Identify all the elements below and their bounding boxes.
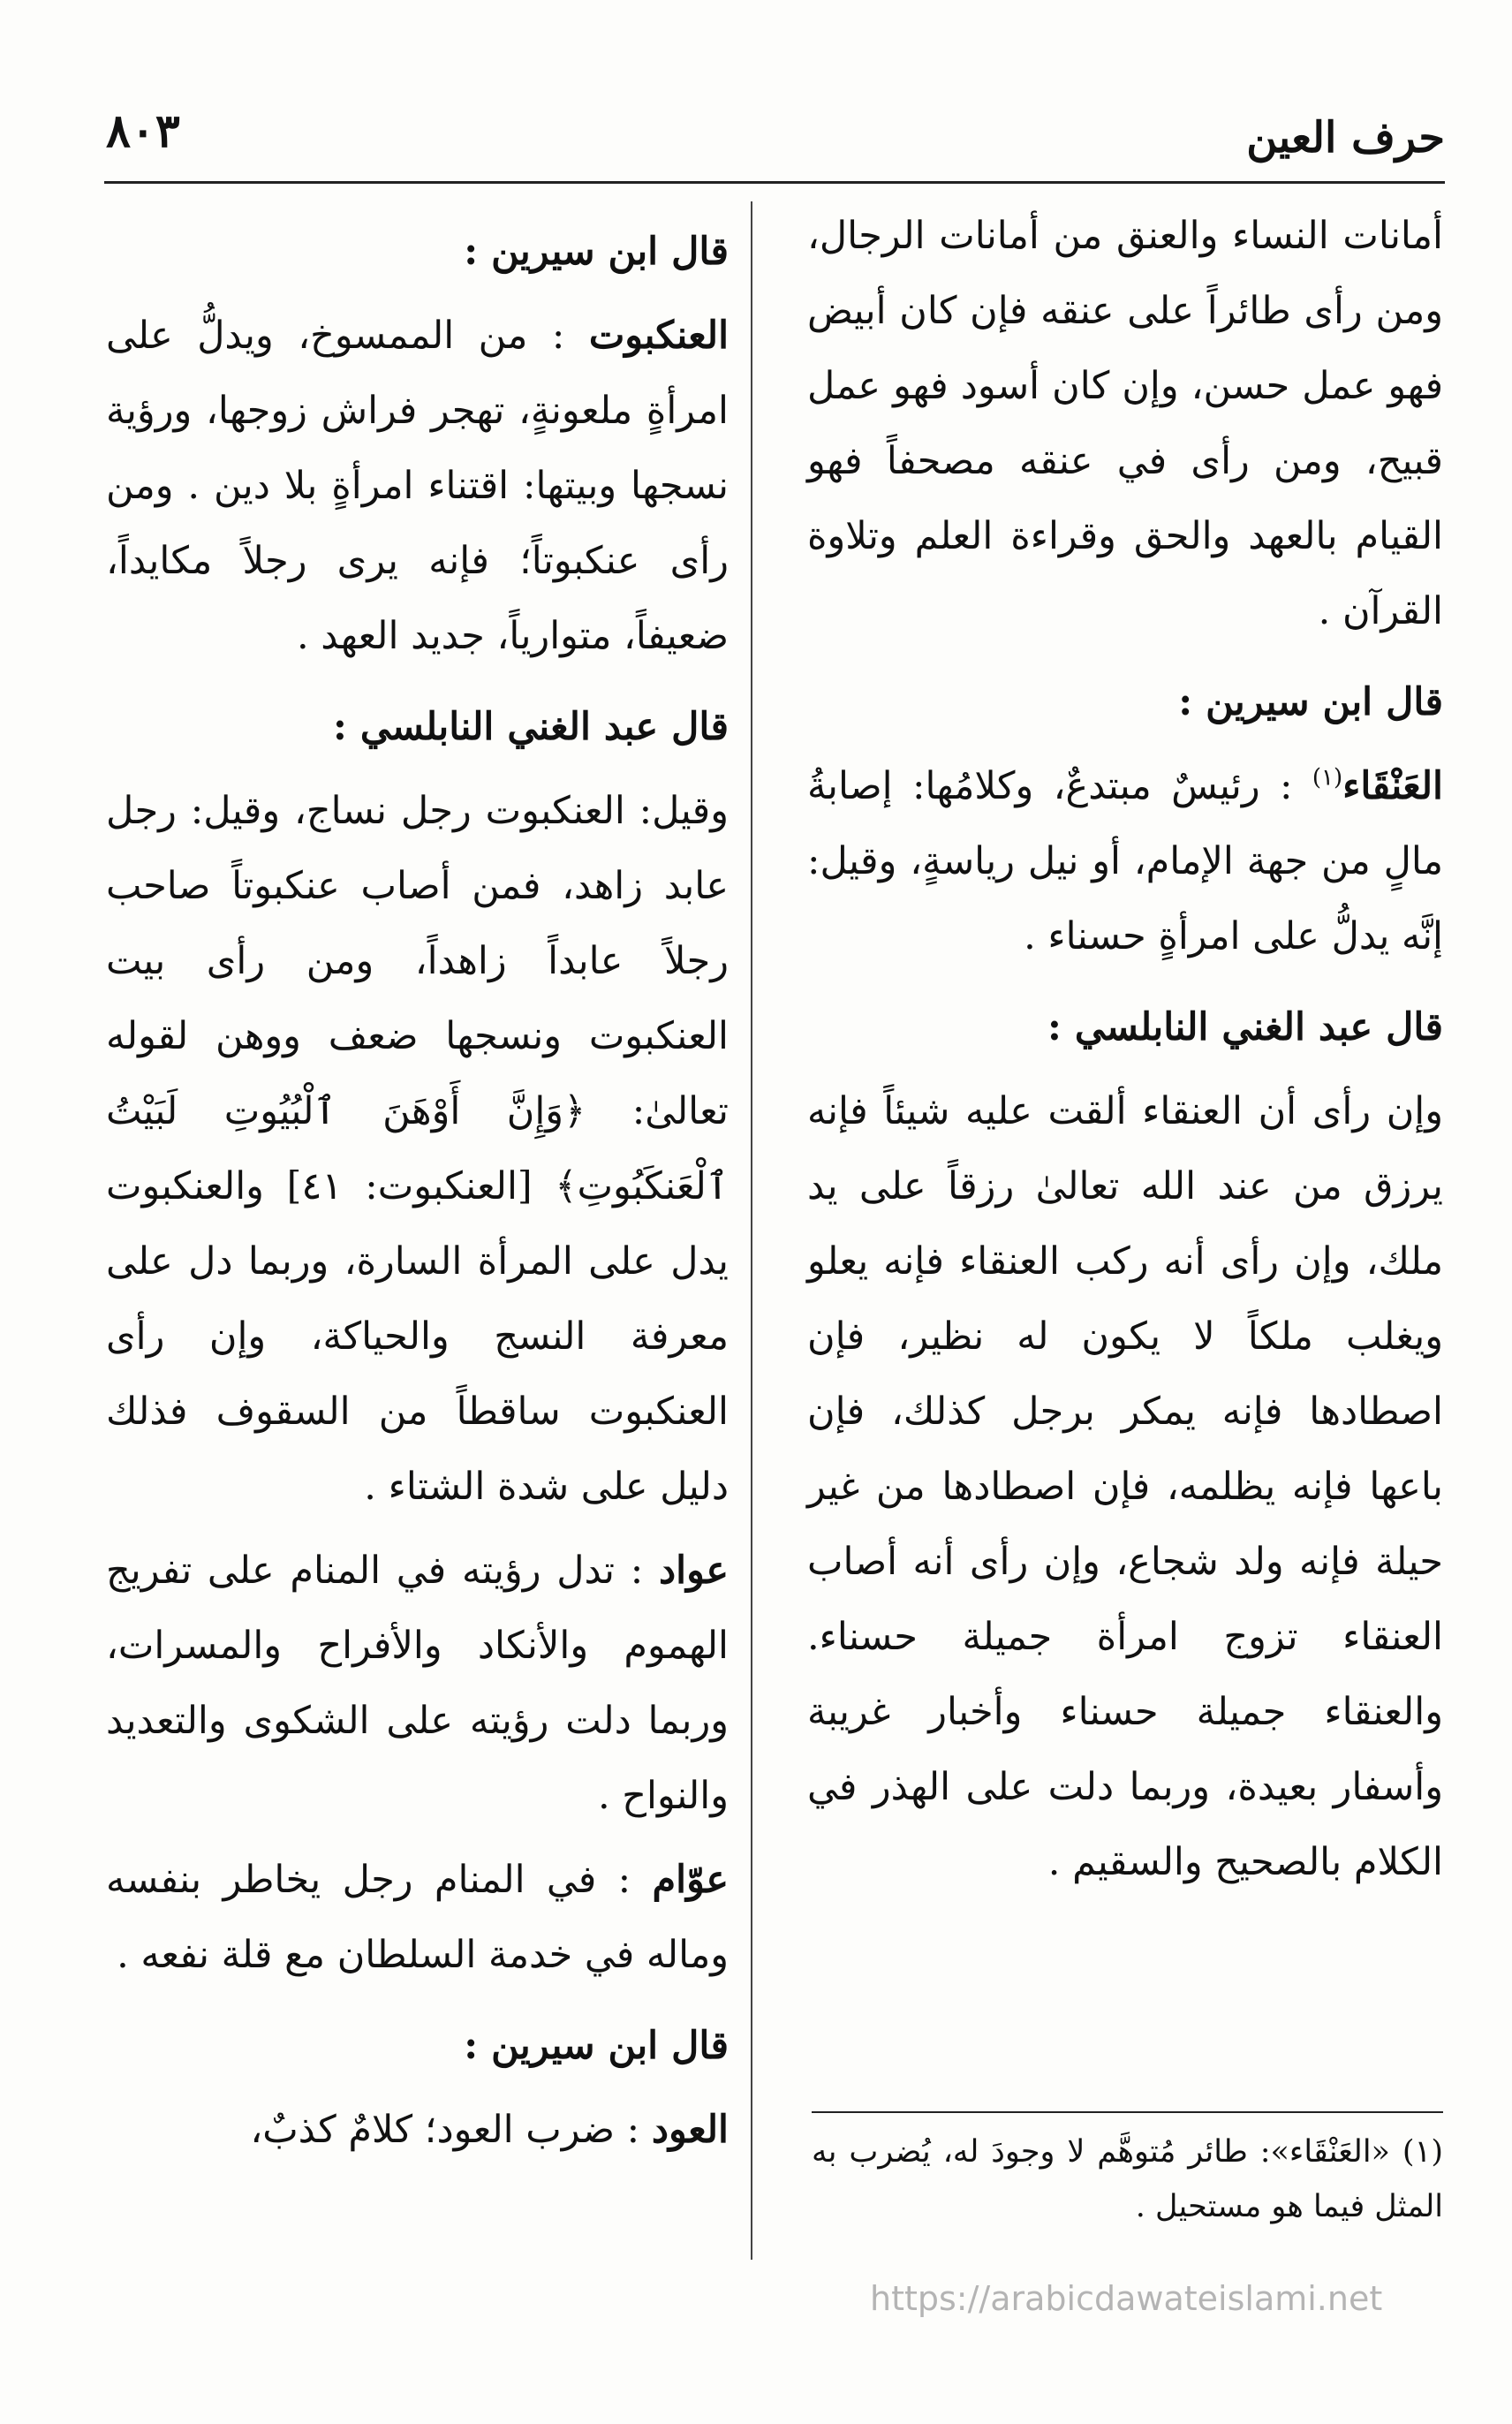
entry-anqa [807, 749, 1443, 974]
entry-oud [106, 2093, 729, 2168]
watermark-url: https://arabicdawateislami.net [870, 2279, 1383, 2318]
footnote-rule [812, 2111, 1443, 2113]
entry-ankabut [106, 299, 729, 674]
entry-term-awwad: عواد [659, 1549, 729, 1593]
column-divider [751, 201, 752, 2260]
left-heading-ibn-sirin: قال ابن سيرين : [464, 230, 729, 274]
entry-term-ankabut: العنكبوت [588, 314, 730, 358]
entry-text-anqa: : رئيسٌ مبتدعٌ، وكلامُها: إصابةُ مالٍ من جهة الإمام، أو نيل رياسةٍ، وقيل: إنَّه يدلُّ على امرأةٍ حسناء . [807, 764, 1443, 958]
left-heading-nabulsi: قال عبد الغني النابلسي : [333, 705, 729, 749]
footnote-number: (١) [1402, 2134, 1443, 2170]
right-paragraph-1: أمانات النساء والعنق من أمانات الرجال، ومن رأى طائراً على عنقه فإن كان أبيض فهو عمل حسن، وإن كان أسود فهو عمل قبيح، ومن رأى في عنقه مصحفاً فهو القيام بالعهد والحق وقراءة العلم وتلاوة القرآن . [807, 214, 1443, 633]
left-column [106, 199, 729, 2168]
entry-awwam [106, 1843, 729, 1993]
right-heading-nabulsi: قال عبد الغني النابلسي : [1047, 1005, 1443, 1049]
header-rule [104, 181, 1445, 184]
entry-awwad [106, 1534, 729, 1834]
right-paragraph-3: وإن رأى أن العنقاء ألقت عليه شيئاً فإنه يرزق من عند الله تعالىٰ رزقاً على يد ملك، وإن رأى أنه ركب العنقاء فإنه يعلو ويغلب ملكاً لا يكون له نظير، فإن اصطادها فإنه يمكر برجل كذلك، فإن باعها فإنه يظلمه، فإن اصطادها من غير حيلة فإنه ولد شجاع، وإن رأى أنه أصاب العنقاء تزوج امرأة جميلة حسناء. والعنقاء جميلة حسناء وأخبار غريبة وأسفار بعيدة، وربما دلت على الهذر في الكلام بالصحيح والسقيم . [807, 1089, 1443, 1884]
entry-text-awwam: : في المنام رجل يخاطر بنفسه وماله في خدمة السلطان مع قلة نفعه . [106, 1858, 729, 1977]
page-number: ٨٠٣ [106, 104, 180, 158]
footnote [812, 2125, 1443, 2234]
entry-text-awwad: : تدل رؤيته في المنام على تفريج الهموم والأنكاد والأفراح والمسرات، وربما دلت رؤيته على الشكوى والتعديد والنواح . [106, 1549, 729, 1818]
nabulsi-text-a: وقيل: العنكبوت رجل نساج، وقيل: رجل عابد زاهد، فمن أصاب عنكبوتاً صاحب رجلاً عابداً زاهداً، ومن رأى بيت العنكبوت ونسجها ضعف ووهن لقوله تعالىٰ: [106, 789, 729, 1133]
running-header-title: حرف العين [1246, 113, 1445, 163]
left-heading-ibn-sirin-2: قال ابن سيرين : [464, 2024, 729, 2068]
entry-term-oud: العود [651, 2108, 729, 2152]
left-paragraph-nabulsi [106, 774, 729, 1525]
entry-term-anqa: العَنْقَاء [1342, 764, 1443, 808]
footnote-marker: (١) [1312, 764, 1343, 792]
quran-verse: ﴿وَإِنَّ أَوْهَنَ ٱلْبُيُوتِ لَبَيْتُ ٱلْعَنكَبُوتِ﴾ [106, 1089, 729, 1208]
entry-text-ankabut: : من الممسوخ، ويدلُّ على امرأةٍ ملعونةٍ، تهجر فراش زوجها، ورؤية نسجها وبيتها: اقتناء امرأةٍ بلا دين . ومن رأى عنكبوتاً؛ فإنه يرى رجلاً مكايداً، ضعيفاً، متوارياً، جديد العهد . [106, 314, 729, 658]
right-column [807, 199, 1443, 1900]
footnote-text: «العَنْقَاء»: طائر مُتوهَّم لا وجودَ له، يُضرب به المثل فيما هو مستحيل . [812, 2134, 1443, 2224]
entry-text-oud: : ضرب العود؛ كلامٌ كذبٌ، [250, 2108, 640, 2152]
entry-term-awwam: عوّام [652, 1858, 729, 1902]
nabulsi-text-b: [العنكبوت: ٤١] والعنكبوت يدل على المرأة السارة، وربما دل على معرفة النسج والحياكة، وإن رأى العنكبوت ساقطاً من السقوف فذلك دليل على شدة الشتاء . [106, 1164, 729, 1509]
right-heading-ibn-sirin: قال ابن سيرين : [1178, 680, 1443, 724]
